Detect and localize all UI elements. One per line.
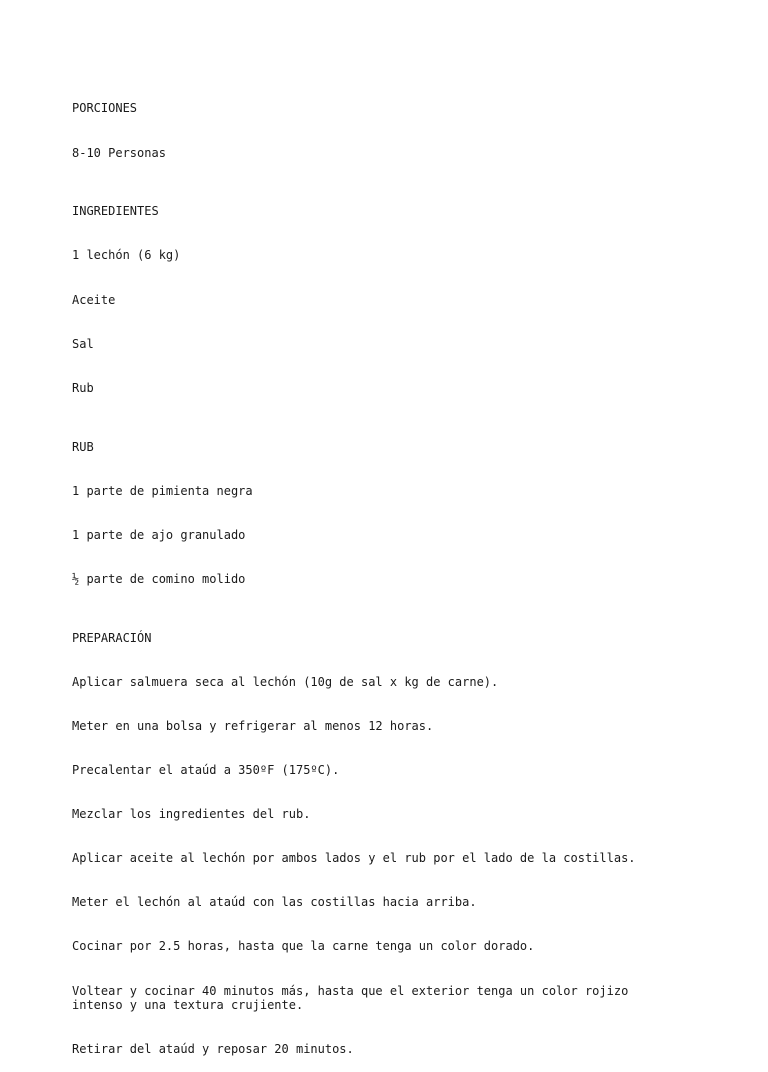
preparation-step: Precalentar el ataúd a 350ºF (175ºC). bbox=[72, 763, 340, 778]
preparation-heading: PREPARACIÓN bbox=[72, 630, 152, 645]
servings-value: 8-10 Personas bbox=[72, 145, 166, 160]
preparation-step: Retirar del ataúd y reposar 20 minutos. bbox=[72, 1042, 354, 1057]
preparation-step: Mezclar los ingredientes del rub. bbox=[72, 807, 311, 822]
recipe-document bbox=[72, 72, 712, 1072]
ingredient-item: Rub bbox=[72, 380, 94, 395]
ingredient-item: Sal bbox=[72, 336, 94, 351]
rub-item: 1 parte de ajo granulado bbox=[72, 527, 246, 542]
rub-heading: RUB bbox=[72, 439, 94, 454]
rub-item: ½ parte de comino molido bbox=[72, 571, 246, 586]
rub-item: 1 parte de pimienta negra bbox=[72, 483, 253, 498]
ingredient-item: 1 lechón (6 kg) bbox=[72, 248, 181, 263]
servings-heading: PORCIONES bbox=[72, 101, 138, 116]
preparation-step: Aplicar salmuera seca al lechón (10g de sal x kg de carne). bbox=[72, 674, 499, 689]
preparation-step: Meter en una bolsa y refrigerar al menos 12 horas. bbox=[72, 718, 434, 733]
preparation-step: Aplicar aceite al lechón por ambos lados y el rub por el lado de la costillas. bbox=[72, 851, 636, 866]
preparation-step: Meter el lechón al ataúd con las costillas hacia arriba. bbox=[72, 895, 477, 910]
preparation-step: Cocinar por 2.5 horas, hasta que la carne tenga un color dorado. bbox=[72, 939, 535, 954]
ingredients-heading: INGREDIENTES bbox=[72, 204, 159, 219]
preparation-step: Voltear y cocinar 40 minutos más, hasta que el exterior tenga un color rojizo intenso y una textura crujiente. bbox=[72, 983, 629, 1013]
ingredient-item: Aceite bbox=[72, 292, 116, 307]
